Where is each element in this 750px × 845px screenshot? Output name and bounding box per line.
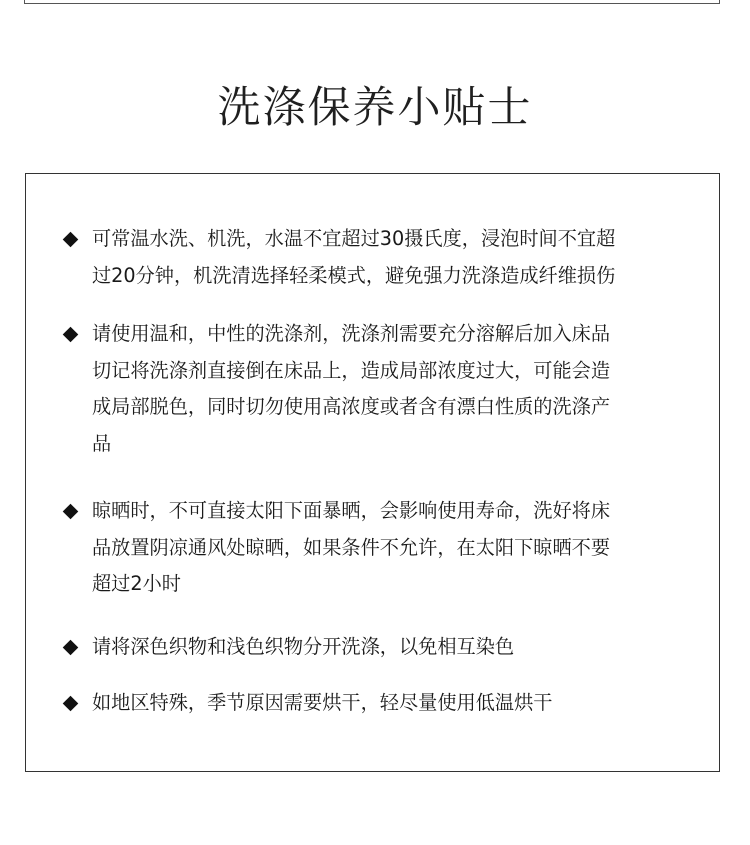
tip-text (92, 685, 682, 722)
tip-line: 品 (92, 431, 112, 455)
care-tips-box (25, 173, 720, 772)
tip-line: 成局部脱色，同时切勿使用高浓度或者含有漂白性质的洗涤产 (92, 395, 611, 418)
tip-line: 过20分钟，机洗清选择轻柔模式，避免强力洗涤造成纤维损伤 (92, 263, 616, 287)
tip-text (92, 221, 682, 294)
diamond-bullet-icon (60, 324, 80, 344)
tip-line: 切记将洗涤剂直接倒在床品上，造成局部浓度过大，可能会造 (92, 358, 611, 382)
diamond-bullet-icon (60, 501, 80, 521)
tip-text (92, 316, 682, 462)
diamond-bullet-icon (60, 637, 80, 657)
tip-line: 晾晒时，不可直接太阳下面暴晒，会影响使用寿命，洗好将床 (92, 499, 611, 522)
diamond-bullet-icon (60, 693, 80, 713)
tip-line: 请将深色织物和浅色织物分开洗涤，以免相互染色 (92, 635, 515, 658)
diamond-bullet-icon (60, 229, 80, 249)
tip-line: 如地区特殊，季节原因需要烘干，轻尽量使用低温烘干 (92, 691, 553, 714)
page-title: 洗涤保养小贴士 (217, 83, 533, 133)
tip-text (92, 493, 682, 603)
tip-text (92, 629, 682, 666)
tip-line: 品放置阴凉通风处晾晒，如果条件不允许，在太阳下晾晒不要 (92, 535, 611, 559)
tip-line: 可常温水洗、机洗，水温不宜超过30摄氏度，浸泡时间不宜超 (92, 227, 616, 250)
tip-line: 超过2小时 (92, 572, 181, 595)
tip-line: 请使用温和，中性的洗涤剂，洗涤剂需要充分溶解后加入床品 (92, 322, 611, 345)
top-frame-border (24, 0, 720, 4)
